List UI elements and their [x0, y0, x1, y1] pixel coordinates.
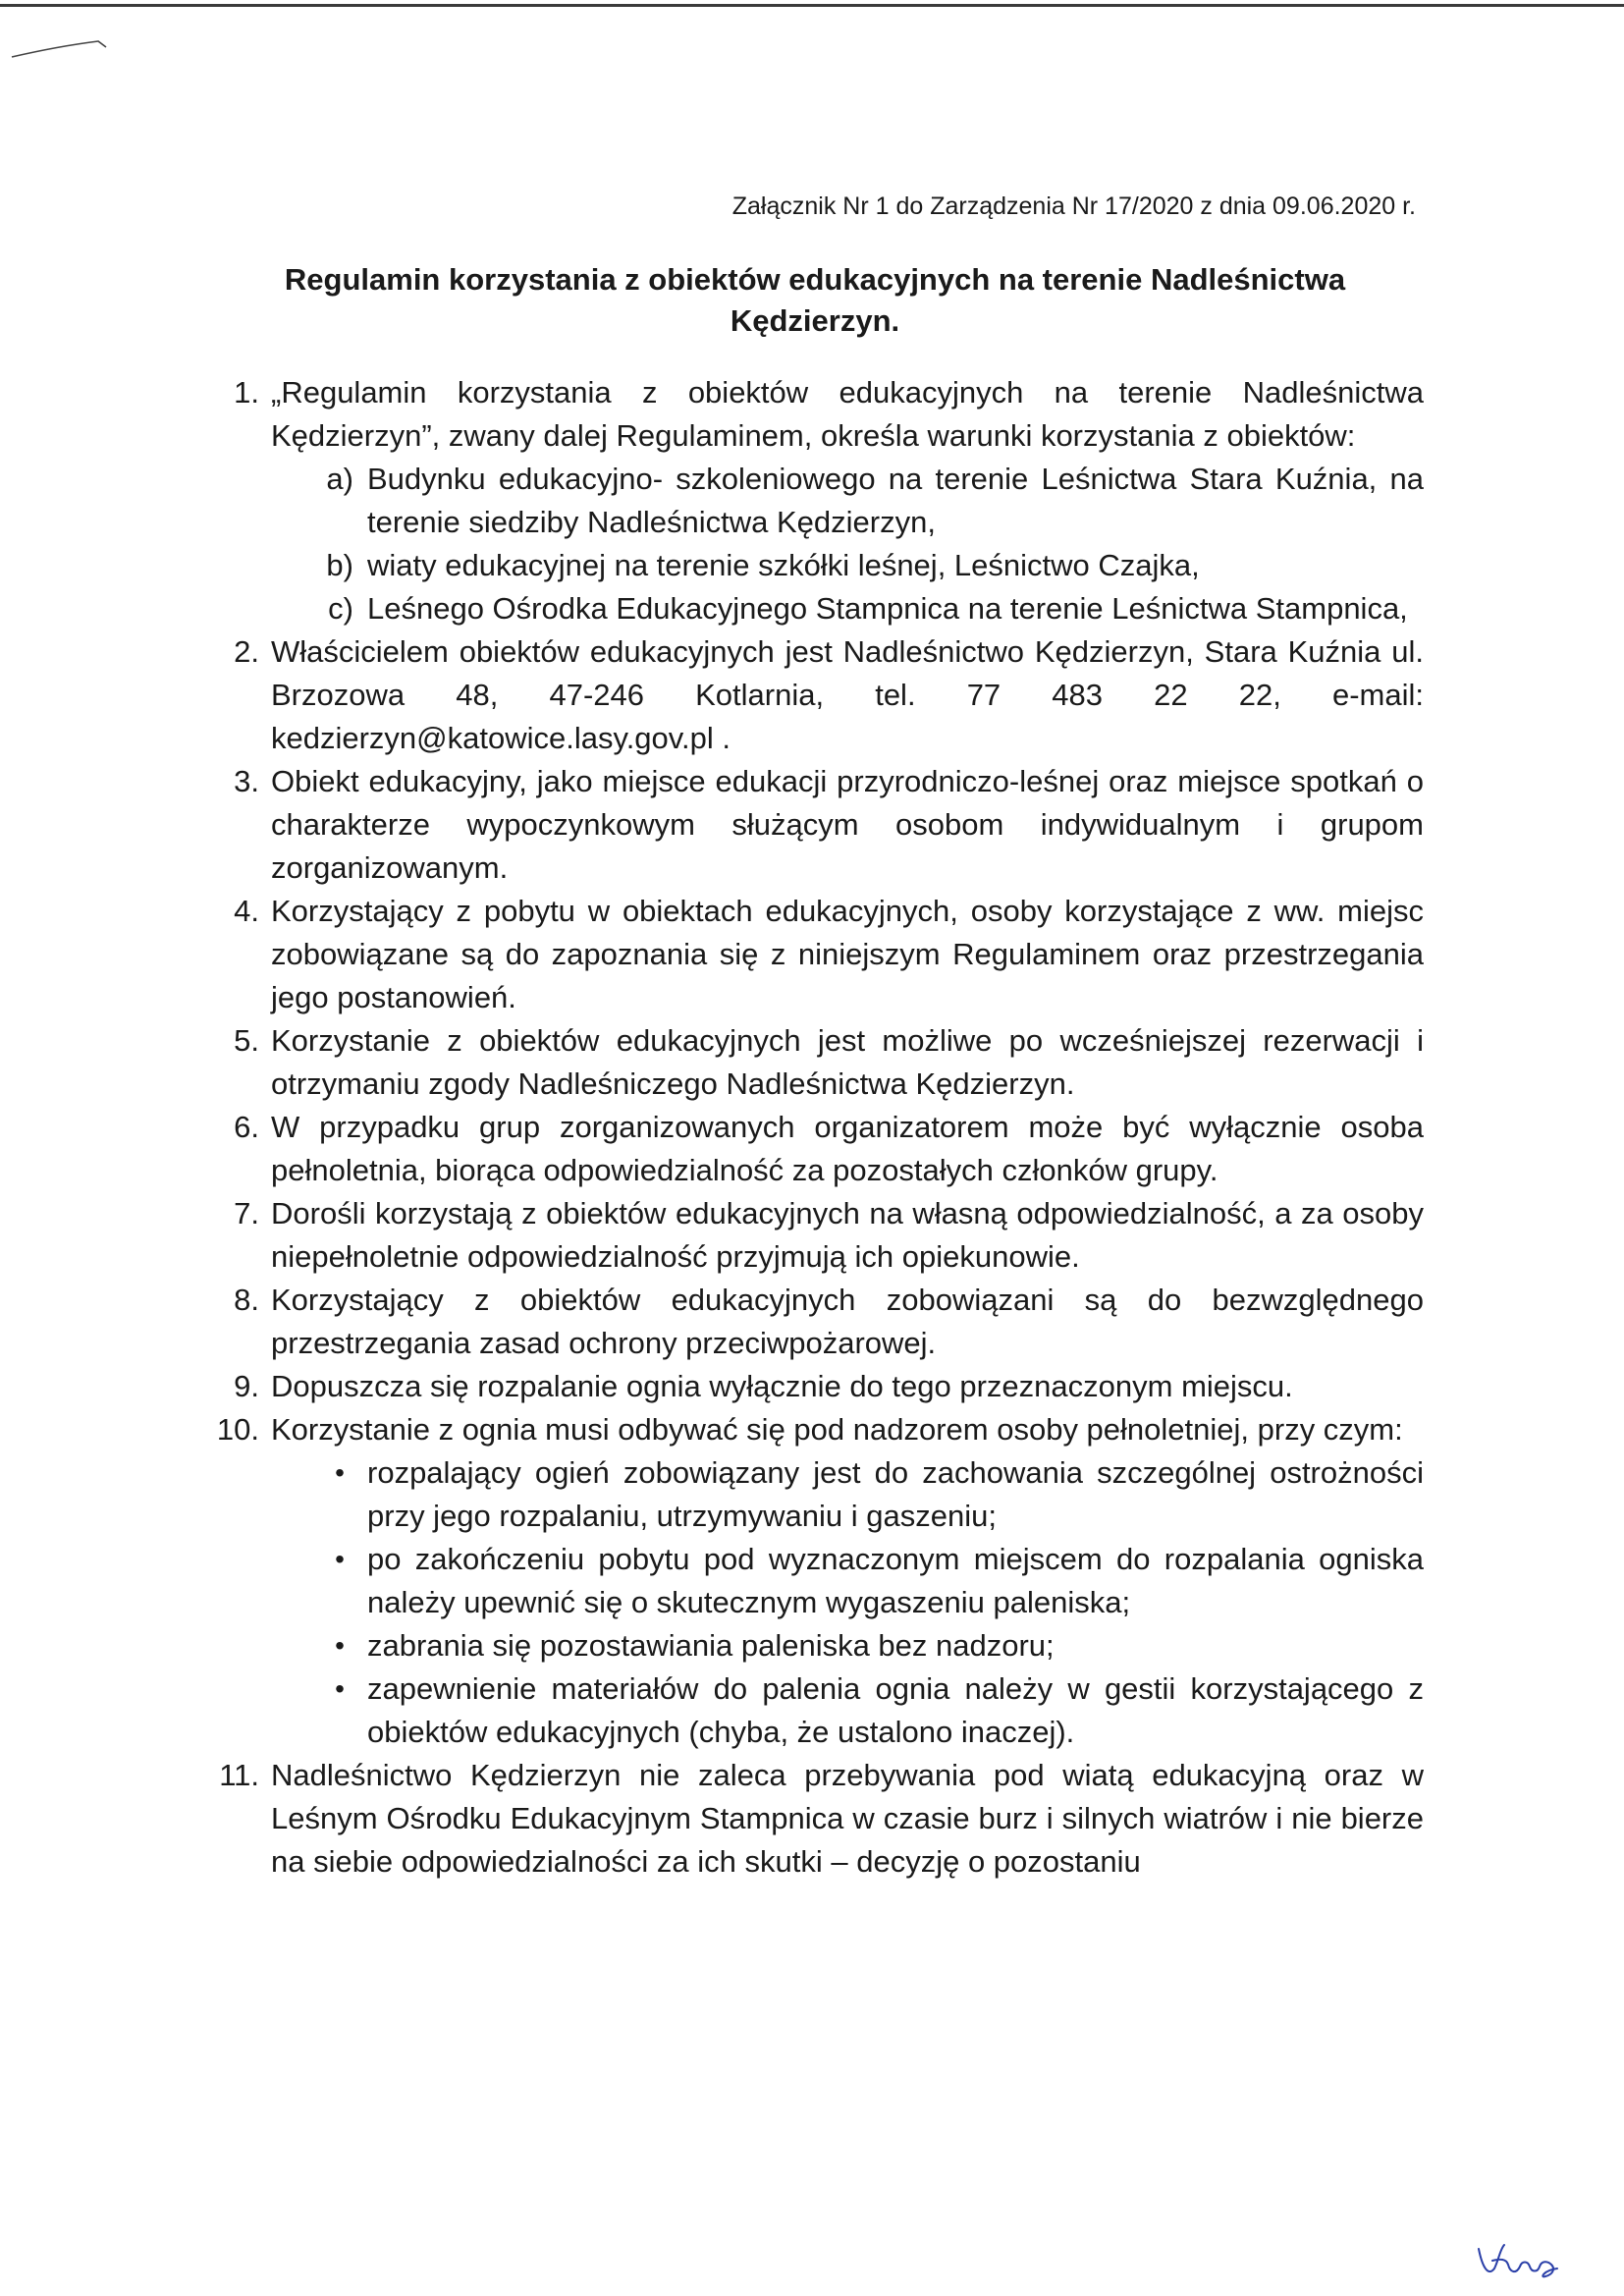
attachment-reference: Załącznik Nr 1 do Zarządzenia Nr 17/2020 z dnia 09.06.2020 r.: [731, 192, 1416, 220]
bullet-icon: •: [335, 1457, 345, 1488]
item-number: 9.: [234, 1369, 259, 1403]
list-item: [206, 1019, 1424, 1106]
sub-item-text: Leśnego Ośrodka Edukacyjnego Stampnica na terenie Leśnictwa Stampnica,: [367, 591, 1408, 626]
bullet-text: rozpalający ogień zobowiązany jest do zachowania szczególnej ostrożności przy jego rozpalaniu, utrzymywaniu i gaszeniu;: [367, 1455, 1424, 1533]
list-item: [206, 1106, 1424, 1192]
list-item: [206, 630, 1424, 760]
sub-item-text: Budynku edukacyjno- szkoleniowego na terenie Leśnictwa Stara Kuźnia, na terenie siedziby Nadleśnictwa Kędzierzyn,: [367, 462, 1424, 539]
item-number: 2.: [234, 634, 259, 669]
top-border-line: [0, 4, 1624, 7]
item-number: 10.: [216, 1412, 259, 1447]
document-title: Regulamin korzystania z obiektów edukacyjnych na terenie Nadleśnictwa Kędzierzyn.: [284, 262, 1346, 338]
bullet-item: [312, 1667, 1424, 1754]
sub-item-text: wiaty edukacyjnej na terenie szkółki leśnej, Leśnictwo Czajka,: [367, 548, 1200, 582]
item-text: Korzystający z obiektów edukacyjnych zobowiązani są do bezwzględnego przestrzegania zasad ochrony przeciwpożarowej.: [271, 1283, 1424, 1360]
bullet-item: [312, 1451, 1424, 1538]
list-item: [206, 1192, 1424, 1279]
item-text: Właścicielem obiektów edukacyjnych jest Nadleśnictwo Kędzierzyn, Stara Kuźnia ul. Brzozowa 48, 47-246 Kotlarnia, tel. 77 483 22 22, e-mail: kedzierzyn@katowice.lasy.gov.pl .: [271, 634, 1424, 755]
bullet-item: [312, 1538, 1424, 1624]
item-text: W przypadku grup zorganizowanych organizatorem może być wyłącznie osoba pełnoletnia, biorąca odpowiedzialność za pozostałych członków grupy.: [271, 1110, 1424, 1187]
list-item: [206, 371, 1424, 630]
list-item: [206, 1365, 1424, 1408]
list-item: [206, 1279, 1424, 1365]
item-text: Obiekt edukacyjny, jako miejsce edukacji przyrodniczo-leśnej oraz miejsce spotkań o charakterze wypoczynkowym służącym osobom indywidualnym i grupom zorganizowanym.: [271, 764, 1424, 885]
item-text: Dorośli korzystają z obiektów edukacyjnych na własną odpowiedzialność, a za osoby niepełnoletnie odpowiedzialność przyjmują ich opiekunowie.: [271, 1196, 1424, 1274]
item-number: 11.: [219, 1758, 259, 1792]
regulation-list: [206, 371, 1424, 1884]
item-number: 8.: [234, 1283, 259, 1317]
list-item: [206, 1408, 1424, 1754]
bullet-text: po zakończeniu pobytu pod wyznaczonym miejscem do rozpalania ogniska należy upewnić się o skutecznym wygaszeniu paleniska;: [367, 1542, 1424, 1619]
bullet-icon: •: [335, 1630, 345, 1661]
bullet-icon: •: [335, 1544, 345, 1574]
item-number: 1.: [234, 375, 259, 410]
pen-stroke-mark: [8, 27, 116, 67]
list-item: [206, 760, 1424, 890]
item-text: „Regulamin korzystania z obiektów edukacyjnych na terenie Nadleśnictwa Kędzierzyn”, zwany dalej Regulaminem, określa warunki korzystania z obiektów:: [271, 375, 1424, 453]
item-text: Dopuszcza się rozpalanie ognia wyłącznie do tego przeznaczonym miejscu.: [271, 1369, 1293, 1403]
list-item: [206, 890, 1424, 1019]
list-item: [206, 1754, 1424, 1884]
item-number: 4.: [234, 894, 259, 928]
item-text: Korzystanie z ognia musi odbywać się pod nadzorem osoby pełnoletniej, przy czym:: [271, 1412, 1403, 1447]
item-number: 5.: [234, 1023, 259, 1058]
item-text: Nadleśnictwo Kędzierzyn nie zaleca przebywania pod wiatą edukacyjną oraz w Leśnym Ośrodku Edukacyjnym Stampnica w czasie burz i silnych wiatrów i nie bierze na siebie odpowiedzialności za ich skutki – decyzję o pozostaniu: [271, 1758, 1424, 1879]
item-number: 7.: [234, 1196, 259, 1230]
sub-item-letter: c): [328, 591, 353, 626]
item-text: Korzystający z pobytu w obiektach edukacyjnych, osoby korzystające z ww. miejsc zobowiązane są do zapoznania się z niniejszym Regulaminem oraz przestrzegania jego postanowień.: [271, 894, 1424, 1014]
sub-item: [312, 587, 1424, 630]
bullet-item: [312, 1624, 1424, 1667]
sub-item: [312, 544, 1424, 587]
sub-item: [312, 458, 1424, 544]
bullet-text: zapewnienie materiałów do palenia ognia należy w gestii korzystającego z obiektów edukacyjnych (chyba, że ustalono inaczej).: [367, 1671, 1424, 1749]
sub-item-letter: b): [326, 548, 353, 582]
item-text: Korzystanie z obiektów edukacyjnych jest możliwe po wcześniejszej rezerwacji i otrzymaniu zgody Nadleśniczego Nadleśnictwa Kędzierzyn.: [271, 1023, 1424, 1101]
item-number: 6.: [234, 1110, 259, 1144]
handwritten-signature: [1475, 2239, 1563, 2282]
bullet-text: zabrania się pozostawiania paleniska bez nadzoru;: [367, 1628, 1055, 1663]
bullet-icon: •: [335, 1673, 345, 1704]
item-number: 3.: [234, 764, 259, 798]
sub-item-letter: a): [326, 462, 353, 496]
